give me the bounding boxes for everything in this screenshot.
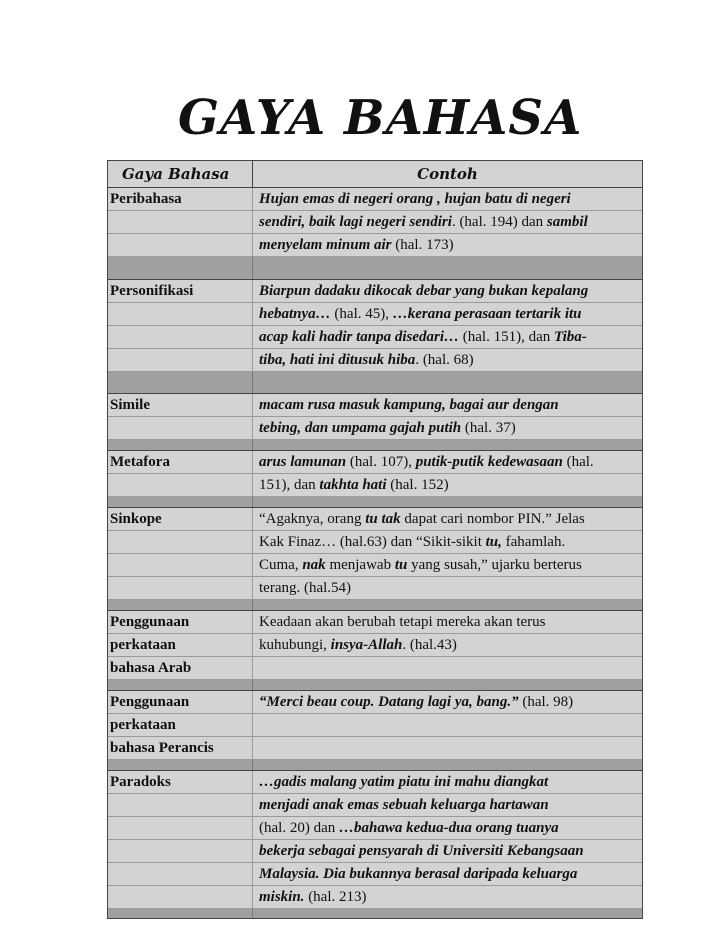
- example-line: [253, 417, 642, 439]
- example-quote: nak: [302, 557, 326, 573]
- example-line: [253, 691, 642, 713]
- example-line: [253, 771, 642, 793]
- table-row: [107, 611, 643, 691]
- table-row: [107, 394, 643, 451]
- example-quote: menjadi anak emas sebuah keluarga hartawan: [259, 797, 549, 813]
- example-text: menjawab: [325, 557, 395, 573]
- example-text: (hal. 152): [386, 477, 449, 493]
- example-line: [253, 508, 642, 530]
- example-line: [253, 634, 642, 656]
- example-text: (hal. 98): [518, 694, 574, 710]
- example-quote: tu,: [485, 534, 502, 550]
- example-quote: arus lamunan: [259, 454, 347, 470]
- example-quote: …kerana perasaan tertarik itu: [392, 306, 582, 322]
- example-text: kuhubungi,: [259, 637, 331, 653]
- example-quote: sambil: [546, 214, 588, 230]
- example-quote: tu: [394, 557, 408, 573]
- header-gaya-bahasa: Gaya Bahasa: [108, 161, 253, 187]
- row-label: perkataan: [108, 714, 253, 736]
- example-text: . (hal. 68): [415, 352, 474, 368]
- row-label-blank: [108, 577, 253, 599]
- row-label-blank: [108, 554, 253, 576]
- row-label: Penggunaan: [108, 691, 253, 713]
- row-label: bahasa Arab: [108, 657, 253, 679]
- example-line: [253, 886, 642, 908]
- example-quote: takhta hati: [319, 477, 387, 493]
- example-text: . (hal. 194) dan: [451, 214, 547, 230]
- row-label-blank: [108, 840, 253, 862]
- table-row: [107, 691, 643, 771]
- example-text: dapat cari nombor PIN.” Jelas: [400, 511, 585, 527]
- example-text: terang. (hal.54): [259, 580, 352, 596]
- example-quote: miskin.: [259, 889, 305, 905]
- example-quote: putik-putik kedewasaan: [415, 454, 563, 470]
- table-row: [107, 451, 643, 508]
- example-quote: tiba, hati ini ditusuk hiba: [259, 352, 416, 368]
- row-label: Sinkope: [108, 508, 253, 530]
- example-quote: tu tak: [365, 511, 401, 527]
- row-label-blank: [108, 794, 253, 816]
- example-line: [253, 303, 642, 325]
- table-row: [107, 188, 643, 280]
- example-line: [253, 611, 642, 633]
- table-row: [107, 771, 643, 919]
- row-label: Simile: [108, 394, 253, 416]
- row-label-blank: [108, 531, 253, 553]
- example-line: [253, 349, 642, 371]
- example-line: [253, 577, 642, 599]
- example-text: (hal. 20) dan: [259, 820, 339, 836]
- table-body: [107, 188, 643, 919]
- row-label: Metafora: [108, 451, 253, 473]
- example-text: Kak Finaz… (hal.63) dan “Sikit-sikit: [259, 534, 486, 550]
- example-line: [253, 394, 642, 416]
- row-label: Personifikasi: [108, 280, 253, 302]
- example-quote: bekerja sebagai pensyarah di Universiti Kebangsaan: [259, 843, 584, 859]
- row-label: Penggunaan: [108, 611, 253, 633]
- example-quote: insya-Allah: [330, 637, 403, 653]
- example-line: [253, 280, 642, 302]
- example-line-blank: [253, 657, 642, 679]
- row-label: Paradoks: [108, 771, 253, 793]
- example-quote: Hujan emas di negeri orang , hujan batu di negeri: [259, 191, 571, 207]
- example-line: [253, 474, 642, 496]
- row-label-blank: [108, 474, 253, 496]
- example-text: yang susah,” ujarku berterus: [407, 557, 582, 573]
- example-text: fahamlah.: [501, 534, 566, 550]
- example-quote: macam rusa masuk kampung, bagai aur dengan: [259, 397, 559, 413]
- example-text: (hal. 173): [391, 237, 454, 253]
- example-line: [253, 326, 642, 348]
- example-text: . (hal.43): [402, 637, 457, 653]
- table-row: [107, 280, 643, 394]
- example-quote: sendiri, baik lagi negeri sendiri: [259, 214, 452, 230]
- example-line: [253, 211, 642, 233]
- row-label: Peribahasa: [108, 188, 253, 210]
- gaya-bahasa-table: [107, 160, 643, 919]
- example-line: [253, 863, 642, 885]
- row-label-blank: [108, 349, 253, 371]
- example-text: (hal. 37): [461, 420, 516, 436]
- example-text: 151), dan: [259, 477, 320, 493]
- example-line: [253, 554, 642, 576]
- example-text: “Agaknya, orang: [259, 511, 366, 527]
- example-quote: menyelam minum air: [259, 237, 392, 253]
- row-label-blank: [108, 817, 253, 839]
- example-text: (hal. 151), dan: [459, 329, 555, 345]
- example-text: (hal. 213): [304, 889, 367, 905]
- example-line: [253, 840, 642, 862]
- row-label-blank: [108, 417, 253, 439]
- row-label-blank: [108, 326, 253, 348]
- example-line: [253, 794, 642, 816]
- example-text: (hal.: [562, 454, 594, 470]
- example-line: [253, 188, 642, 210]
- example-line: [253, 531, 642, 553]
- example-line-blank: [253, 737, 642, 759]
- row-label: perkataan: [108, 634, 253, 656]
- example-quote: Tiba-: [554, 329, 587, 345]
- example-text: Keadaan akan berubah tetapi mereka akan terus: [259, 614, 546, 630]
- page-title: GAYA BAHASA: [178, 90, 583, 146]
- example-line-blank: [253, 714, 642, 736]
- example-quote: hebatnya…: [259, 306, 331, 322]
- table-row: [107, 508, 643, 611]
- example-line: [253, 817, 642, 839]
- example-quote: Malaysia. Dia bukannya berasal daripada keluarga: [259, 866, 578, 882]
- row-label-blank: [108, 303, 253, 325]
- row-label-blank: [108, 234, 253, 256]
- example-quote: tebing, dan umpama gajah putih: [259, 420, 462, 436]
- example-quote: “Merci beau coup. Datang lagi ya, bang.”: [259, 694, 519, 710]
- example-quote: …gadis malang yatim piatu ini mahu diangkat: [259, 774, 549, 790]
- example-line: [253, 234, 642, 256]
- example-line: [253, 451, 642, 473]
- example-text: Cuma,: [259, 557, 303, 573]
- row-label-blank: [108, 886, 253, 908]
- example-quote: …bahawa kedua-dua orang tuanya: [338, 820, 559, 836]
- row-label-blank: [108, 863, 253, 885]
- header-contoh: Contoh: [417, 165, 478, 183]
- example-quote: acap kali hadir tanpa disedari…: [259, 329, 460, 345]
- example-quote: Biarpun dadaku dikocak debar yang bukan kepalang: [259, 283, 589, 299]
- table-header: [107, 160, 643, 188]
- row-label-blank: [108, 211, 253, 233]
- example-text: (hal. 107),: [346, 454, 416, 470]
- row-label: bahasa Perancis: [108, 737, 253, 759]
- example-text: (hal. 45),: [330, 306, 393, 322]
